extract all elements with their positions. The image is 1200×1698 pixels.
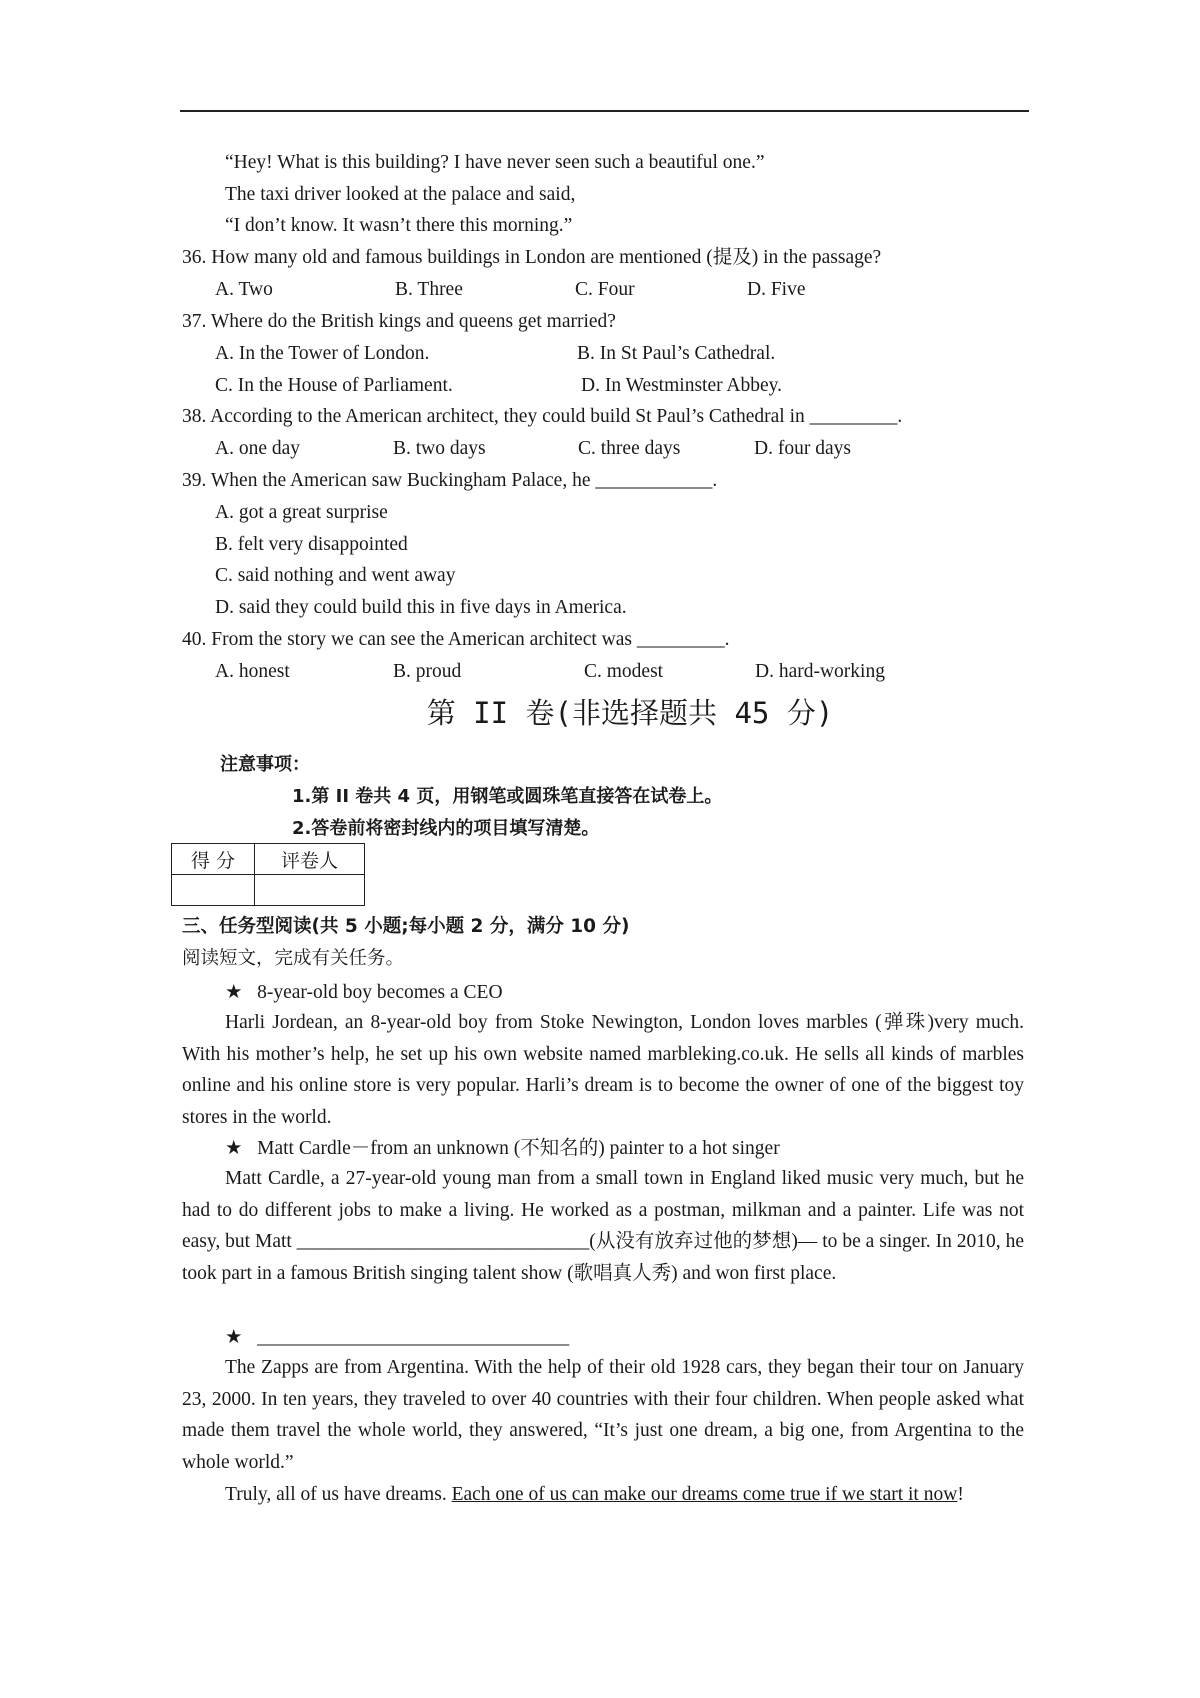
option-39-d: D. said they could build this in five days in America. <box>215 597 627 618</box>
story-title-1 <box>225 980 503 1006</box>
star-icon: ★ <box>225 1327 243 1348</box>
part2-title: 第 II 卷(非选择题共 45 分) <box>426 696 834 730</box>
option-37-c: C. In the House of Parliament. <box>215 375 453 396</box>
option-36-b: B. Three <box>395 279 463 300</box>
option-40-b: B. proud <box>393 661 462 682</box>
grader-cell[interactable] <box>255 875 365 906</box>
option-36-c: C. Four <box>575 279 635 300</box>
score-table <box>171 843 365 906</box>
option-39-c: C. said nothing and went away <box>215 565 456 586</box>
question-39: 39. When the American saw Buckingham Palace, he ____________. <box>182 470 718 491</box>
option-38-d: D. four days <box>754 438 851 459</box>
story-title-text: 8-year-old boy becomes a CEO <box>257 982 503 1003</box>
score-header: 得 分 <box>172 844 255 875</box>
dialogue-line: “I don’t know. It wasn’t there this morning.” <box>225 215 573 236</box>
paragraph-1: Harli Jordean, an 8-year-old boy from Stoke Newington, London loves marbles (弹珠)very much. With his mother’s help, he set up his own website named marbleking.co.uk. He sells all kinds of marbles online and his online store is very popular. Harli’s dream is to become the owner of one of the biggest toy stores in the world. <box>182 1012 1024 1128</box>
answer-blank[interactable]: ______________________________ <box>296 1231 590 1253</box>
title-answer-blank[interactable]: ________________________________ <box>257 1327 570 1348</box>
section3-instruction: 阅读短文，完成有关任务。 <box>182 948 405 969</box>
option-36-a: A. Two <box>215 279 273 300</box>
option-40-d: D. hard-working <box>755 661 885 682</box>
option-38-a: A. one day <box>215 438 301 459</box>
option-40-c: C. modest <box>584 661 664 682</box>
score-cell[interactable] <box>172 875 255 906</box>
option-40-a: A. honest <box>215 661 290 682</box>
option-37-a: A. In the Tower of London. <box>215 343 430 364</box>
note-item: 1.第 II 卷共 4 页，用钢笔或圆珠笔直接答在试卷上。 <box>292 786 723 807</box>
option-39-a: A. got a great surprise <box>215 502 388 523</box>
option-37-d: D. In Westminster Abbey. <box>581 375 782 396</box>
question-37: 37. Where do the British kings and queens get married? <box>182 311 616 332</box>
dialogue-line: “Hey! What is this building? I have never seen such a beautiful one.” <box>225 152 765 173</box>
underlined-sentence: Each one of us can make our dreams come true if we start it now <box>451 1484 958 1505</box>
story-title-3 <box>225 1325 569 1351</box>
option-38-b: B. two days <box>393 438 486 459</box>
note-item: 2.答卷前将密封线内的项目填写清楚。 <box>292 818 600 839</box>
story-title-text: Matt Cardle－from an unknown (不知名的) painter to a hot singer <box>257 1138 780 1159</box>
paragraph-2: Matt Cardle, a 27-year-old young man from a small town in England liked music very much, but he had to do different jobs to make a living. He worked as a postman, milkman and a painter. Life was not easy, but Matt ______________________________(从没有放弃过他的梦想)— to be a singer. In 2010, he took part in a famous British singing talent show (歌唱真人秀) and won first place. <box>182 1168 1024 1284</box>
grader-header: 评卷人 <box>255 844 365 875</box>
star-icon: ★ <box>225 982 243 1003</box>
question-36: 36. How many old and famous buildings in London are mentioned (提及) in the passage? <box>182 247 882 268</box>
section3-heading: 三、任务型阅读(共 5 小题;每小题 2 分，满分 10 分) <box>182 916 630 937</box>
star-icon: ★ <box>225 1138 243 1159</box>
notes-heading: 注意事项： <box>220 754 310 775</box>
option-36-d: D. Five <box>747 279 806 300</box>
question-38: 38. According to the American architect, they could build St Paul’s Cathedral in _________. <box>182 406 903 427</box>
header-rule <box>180 110 1029 112</box>
question-40: 40. From the story we can see the American architect was _________. <box>182 629 730 650</box>
dialogue-line: The taxi driver looked at the palace and said, <box>225 184 576 205</box>
paragraph-3: The Zapps are from Argentina. With the help of their old 1928 cars, they began their tour on January 23, 2000. In ten years, they traveled to over 40 countries with their four children. When people asked what made them travel the whole world, they answered, “It’s just one dream, a big one, from Argentina to the whole world.” <box>182 1357 1024 1473</box>
option-38-c: C. three days <box>578 438 681 459</box>
option-37-b: B. In St Paul’s Cathedral. <box>577 343 776 364</box>
story-title-2 <box>225 1136 780 1162</box>
paragraph-4: Truly, all of us have dreams. Each one of us can make our dreams come true if we start it now! <box>225 1484 964 1505</box>
option-39-b: B. felt very disappointed <box>215 534 408 555</box>
